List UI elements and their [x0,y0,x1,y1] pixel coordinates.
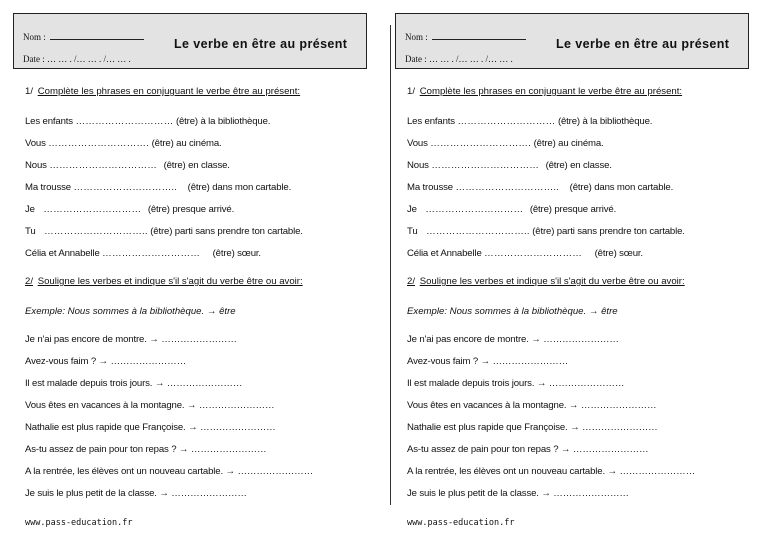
exercise1-row: Tu ………………………….. (être) parti sans prendre ton cartable. [407,226,685,237]
worksheet-right [395,0,763,543]
exercise2-row: As-tu assez de pain pour ton repas ? → …………………… [407,444,649,455]
name-line [432,31,526,40]
exercise1-row: Je ………………………… (être) presque arrivé. [407,204,617,215]
exercise2-row: Je n'ai pas encore de montre. → …………………… [407,334,619,345]
name-field: Nom : [405,31,526,42]
exercise2-row: As-tu assez de pain pour ton repas ? → …………………… [25,444,267,455]
worksheet-title: Le verbe en être au présent [556,37,730,51]
worksheet-left [13,0,381,543]
date-field: Date : … … . /… … . /… … . [405,54,513,64]
example-line: Exemple: Nous sommes à la bibliothèque. → être [407,306,618,317]
header-box [395,13,749,69]
section1-heading: 1/ Complète les phrases en conjuguant le verbe être au présent: [25,86,301,97]
section1-heading: 1/ Complète les phrases en conjuguant le verbe être au présent: [407,86,683,97]
exercise2-row: Il est malade depuis trois jours. → …………………… [407,378,625,389]
exercise2-row: A la rentrée, les élèves ont un nouveau cartable. → …………………… [407,466,696,477]
exercise1-row: Vous …………………………. (être) au cinéma. [25,138,222,149]
exercise1-row: Les enfants ………………………… (être) à la bibliothèque. [407,116,653,127]
date-field: Date : … … . /… … . /… … . [23,54,131,64]
exercise1-row: Tu ………………………….. (être) parti sans prendre ton cartable. [25,226,303,237]
exercise2-row: Nathalie est plus rapide que Françoise. → …………………… [25,422,276,433]
exercise2-row: Je suis le plus petit de la classe. → …………………… [25,488,247,499]
exercise1-row: Célia et Annabelle ………………………… (être) sœur. [25,248,261,259]
exercise2-row: Vous êtes en vacances à la montagne. → …………………… [407,400,657,411]
example-line: Exemple: Nous sommes à la bibliothèque. → être [25,306,236,317]
exercise2-row: A la rentrée, les élèves ont un nouveau cartable. → …………………… [25,466,314,477]
exercise1-row: Nous …………………………… (être) en classe. [25,160,230,171]
name-field: Nom : [23,31,144,42]
name-line [50,31,144,40]
exercise2-row: Avez-vous faim ? → …………………… [407,356,569,367]
footer-url: www.pass-education.fr [407,518,515,528]
footer-url: www.pass-education.fr [25,518,133,528]
exercise2-row: Je n'ai pas encore de montre. → …………………… [25,334,237,345]
exercise1-row: Je ………………………… (être) presque arrivé. [25,204,235,215]
exercise2-row: Nathalie est plus rapide que Françoise. → …………………… [407,422,658,433]
exercise2-row: Je suis le plus petit de la classe. → …………………… [407,488,629,499]
exercise1-row: Vous …………………………. (être) au cinéma. [407,138,604,149]
exercise2-row: Avez-vous faim ? → …………………… [25,356,187,367]
header-box [13,13,367,69]
exercise1-row: Nous …………………………… (être) en classe. [407,160,612,171]
exercise1-row: Ma trousse ………………………….. (être) dans mon cartable. [25,182,292,193]
exercise1-row: Les enfants ………………………… (être) à la bibliothèque. [25,116,271,127]
exercise2-row: Il est malade depuis trois jours. → …………………… [25,378,243,389]
exercise1-row: Célia et Annabelle ………………………… (être) sœur. [407,248,643,259]
cut-divider [390,25,391,505]
exercise1-row: Ma trousse ………………………….. (être) dans mon cartable. [407,182,674,193]
section2-heading: 2/ Souligne les verbes et indique s'il s'agit du verbe être ou avoir: [25,276,303,287]
worksheet-title: Le verbe en être au présent [174,37,348,51]
exercise2-row: Vous êtes en vacances à la montagne. → …………………… [25,400,275,411]
section2-heading: 2/ Souligne les verbes et indique s'il s'agit du verbe être ou avoir: [407,276,685,287]
